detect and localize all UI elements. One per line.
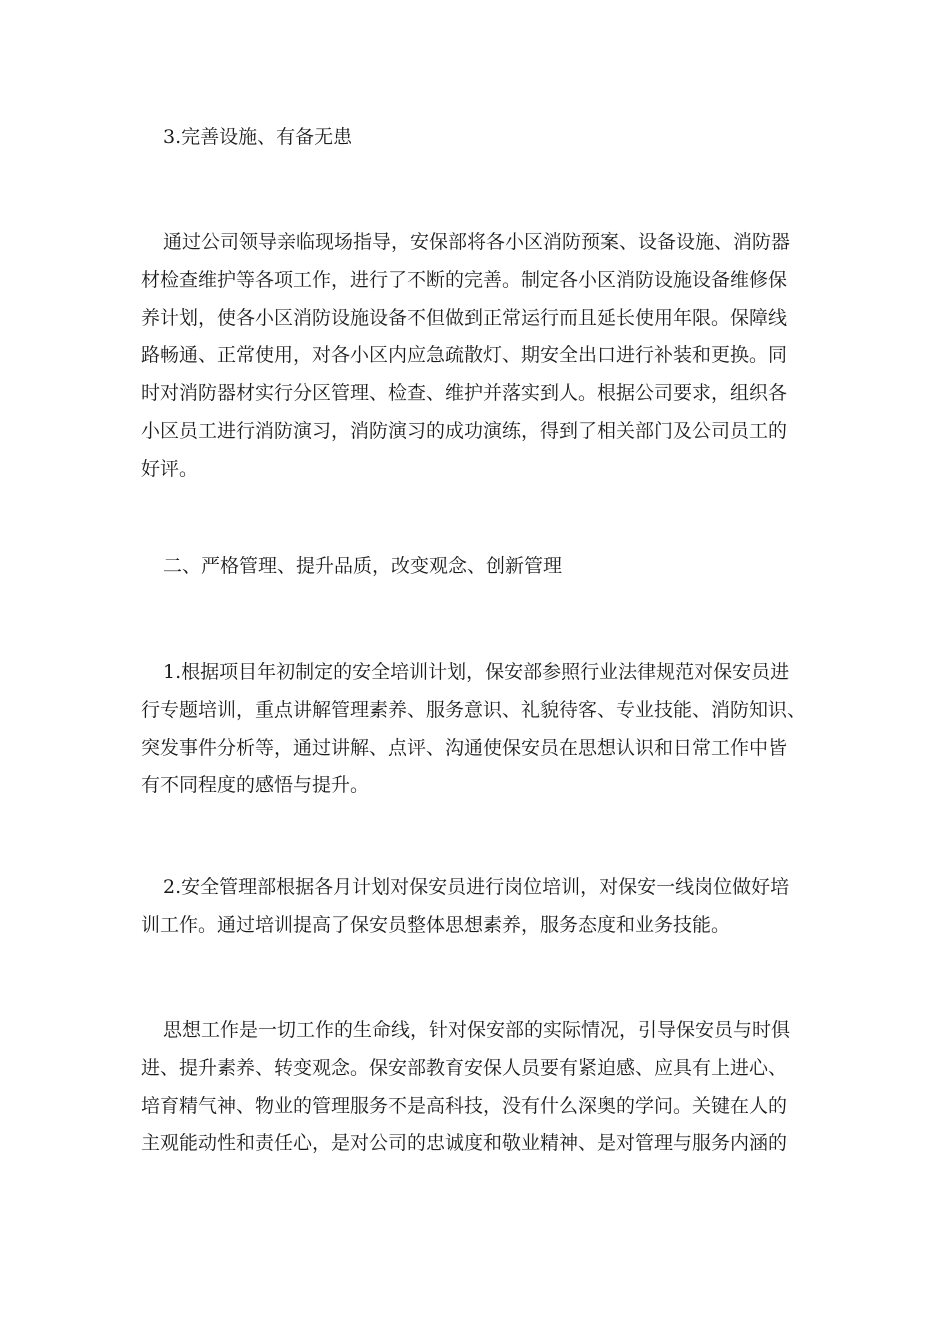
paragraph-fire-safety — [141, 224, 821, 489]
text-line: 培育精气神、物业的管理服务不是高科技，没有什么深奥的学问。关键在人的 — [141, 1094, 788, 1117]
paragraph-post-training — [141, 869, 821, 945]
text-line: 2.安全管理部根据各月计划对保安员进行岗位培训，对保安一线岗位做好培 — [163, 876, 790, 898]
text-line: 训工作。通过培训提高了保安员整体思想素养，服务态度和业务技能。 — [141, 913, 731, 936]
text-line: 行专题培训，重点讲解管理素养、服务意识、礼貌待客、专业技能、消防知识、 — [141, 698, 807, 721]
text-line: 思想工作是一切工作的生命线，针对保安部的实际情况，引导保安员与时俱 — [163, 1019, 791, 1041]
paragraph-training-plan — [141, 654, 821, 805]
section-heading-facilities — [141, 119, 821, 157]
text-line: 好评。 — [141, 457, 199, 480]
text-line: 通过公司领导亲临现场指导，安保部将各小区消防预案、设备设施、消防器 — [163, 231, 791, 253]
text-line: 路畅通、正常使用，对各小区内应急疏散灯、期安全出口进行补装和更换。同 — [141, 344, 788, 367]
text-line: 3.完善设施、有备无患 — [163, 126, 353, 148]
text-line: 主观能动性和责任心，是对公司的忠诚度和敬业精神、是对管理与服务内涵的 — [141, 1132, 788, 1155]
text-line: 有不同程度的感悟与提升。 — [141, 774, 370, 797]
section-heading-management — [141, 548, 821, 586]
text-line: 时对消防器材实行分区管理、检查、维护并落实到人。根据公司要求，组织各 — [141, 382, 788, 405]
text-line: 二、严格管理、提升品质，改变观念、创新管理 — [163, 555, 563, 577]
text-line: 1.根据项目年初制定的安全培训计划，保安部参照行业法律规范对保安员进 — [163, 661, 790, 683]
text-line: 材检查维护等各项工作，进行了不断的完善。制定各小区消防设施设备维修保 — [141, 268, 788, 291]
text-line: 进、提升素养、转变观念。保安部教育安保人员要有紧迫感、应具有上进心、 — [141, 1056, 788, 1079]
text-line: 小区员工进行消防演习，消防演习的成功演练，得到了相关部门及公司员工的 — [141, 419, 788, 442]
paragraph-ideological-work — [141, 1012, 821, 1163]
text-line: 突发事件分析等，通过讲解、点评、沟通使保安员在思想认识和日常工作中皆 — [141, 736, 788, 759]
text-line: 养计划，使各小区消防设施设备不但做到正常运行而且延长使用年限。保障线 — [141, 306, 788, 329]
